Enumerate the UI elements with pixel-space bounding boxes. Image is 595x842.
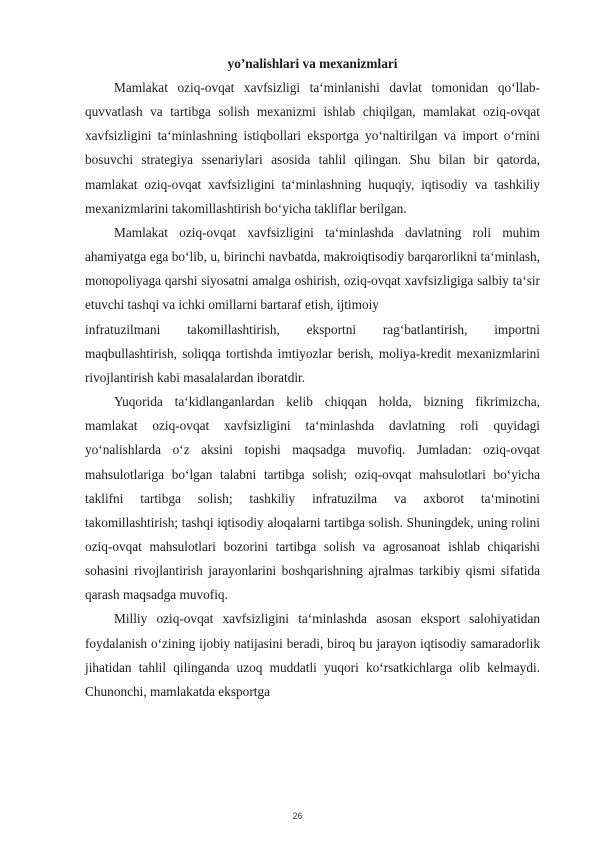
paragraph-2: Mamlakat oziq-ovqat xavfsizligini ta‘minlashda davlatning roli muhim ahamiyatga ega bo‘lib, u, birinchi navbatda, makroiqtisodiy barqarorlikni ta‘minlash, monopoliyaga qarshi siyosatni amalga oshirish, oziq-ovqat xavfsizligiga salbiy ta‘sir etuvchi tashqi va ichki omillarni bartaraf etish, ijtimoiy xyxy=(85,224,540,313)
page-number: 26 xyxy=(292,811,303,821)
paragraph-4: Yuqorida ta‘kidlanganlardan kelib chiqqan holda, bizning fikrimizcha, mamlakat oziq-ovqat xavfsizligini ta‘minlashda davlatning roli quyidagi yo‘nalishlarda o‘z aksini topishi maqsadga muvofiq. Jumladan: oziq-ovqat mahsulotlariga bo‘lgan talabni tartibga solish; oziq-ovqat mahsulotlari bo‘yicha taklifni tartibga solish; tashkiliy infratuzilma va axborot ta‘minotini takomillashtirish; tashqi iqtisodiy aloqalarni tartibga solish. Shuningdek, uning rolini oziq-ovqat mahsulotlari bozorini tartibga solish va agrosanoat ishlab chiqarishi sohasini rivojlantirish jarayonlarini boshqarishning ajralmas tarkibiy qismi sifatida qarash maqsadga muvofiq. xyxy=(85,394,540,603)
paragraph-5: Milliy oziq-ovqat xavfsizligini ta‘minlashda asosan eksport salohiyatidan foydalanish o‘zining ijobiy natijasini beradi, biroq bu jarayon iqtisodiy samaradorlik jihatidan tahlil qilinganda uzoq muddatli yuqori ko‘rsatkichlarga olib kelmaydi. Chunonchi, mamlakatda eksportga xyxy=(85,611,540,699)
document-page xyxy=(85,52,540,704)
section-heading: yo’nalishlari va mexanizmlari xyxy=(227,56,398,71)
paragraph-1: Mamlakat oziq-ovqat xavfsizligi ta‘minlanishi davlat tomonidan qo‘llab-quvvatlash va tartibga solish mexanizmi ishlab chiqilgan, mamlakat oziq-ovqat xavfsizligini ta‘minlashning istiqbollari eksportga yo‘naltirilgan va import o‘rnini bosuvchi strategiya ssenariylari asosida tahlil qilingan. Shu bilan bir qatorda, mamlakat oziq-ovqat xavfsizligini ta‘minlashning huquqiy, iqtisodiy va tashkiliy mexanizmlarini takomillashtirish bo‘yicha takliflar berilgan. xyxy=(85,80,540,216)
paragraph-3: infratuzilmani takomillashtirish, eksportni rag‘batlantirish, importni maqbullashtirish, soliqqa tortishda imtiyozlar berish, moliya-kredit mexanizmlarini rivojlantirish kabi masalalardan iboratdir. xyxy=(85,321,540,385)
